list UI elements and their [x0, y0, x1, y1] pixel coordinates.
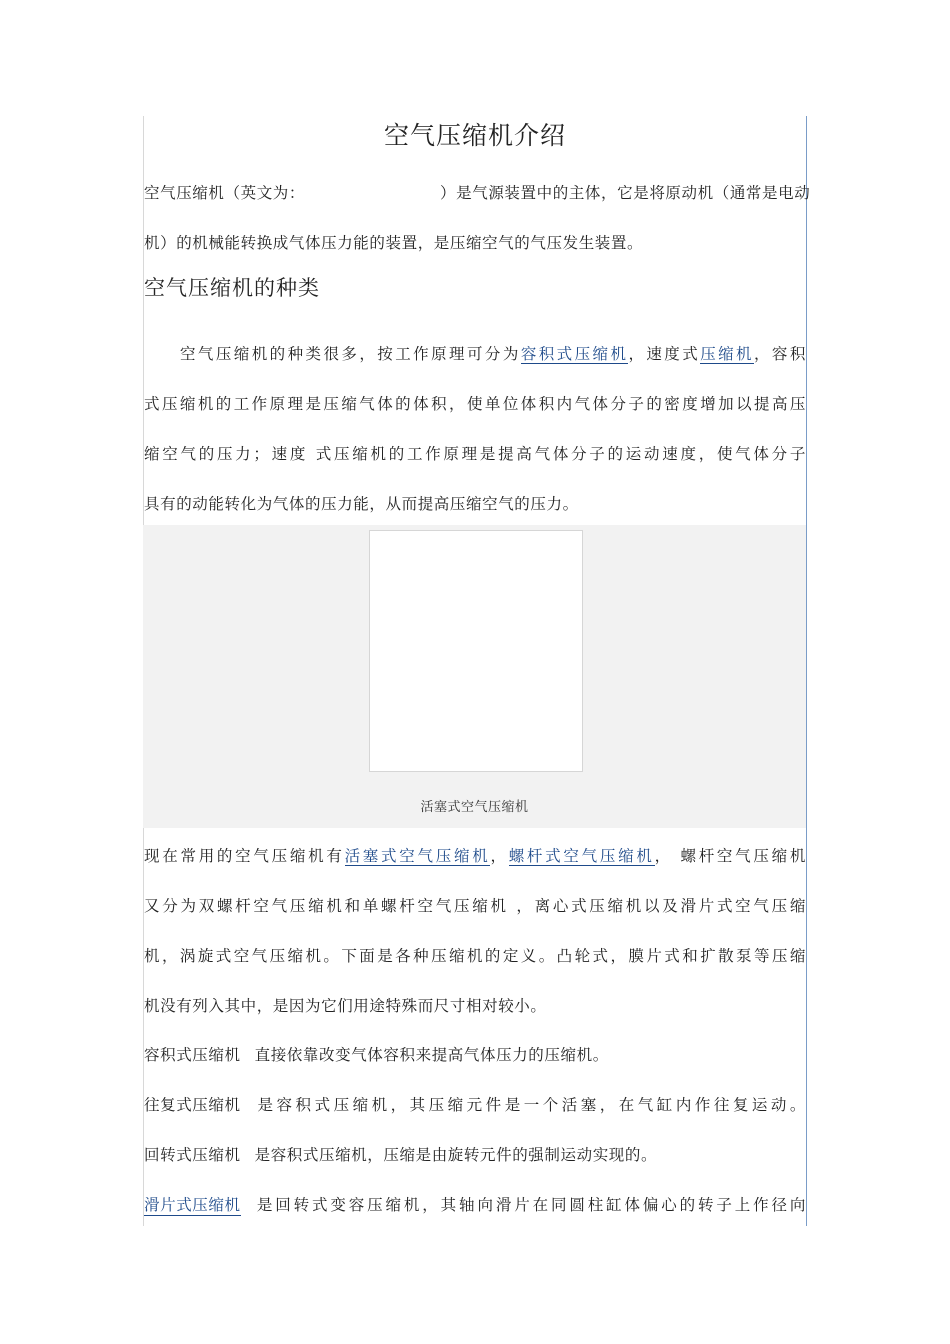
section-heading: 空气压缩机的种类	[144, 276, 320, 300]
para-text: ， 螺杆空气压缩机	[654, 847, 806, 865]
definition-term: 往复式压缩机	[144, 1096, 241, 1114]
intro-text: ）是气源装置中的主体，它是将原动机（通常是电动	[440, 184, 811, 202]
para2-line-3: 机，涡旋式空气压缩机。下面是各种压缩机的定义。凸轮式，膜片式和扩散泵等压缩	[144, 947, 806, 965]
link-piston-compressor[interactable]: 活塞式空气压缩机	[344, 847, 491, 865]
para2-line-4: 机没有列入其中，是因为它们用途特殊而尺寸相对较小。	[144, 997, 547, 1015]
para1-line-2: 式压缩机的工作原理是压缩气体的体积，使单位体积内气体分子的密度增加以提高压	[144, 395, 806, 413]
definition-term: 回转式压缩机	[144, 1146, 241, 1164]
para-text: ，速度式	[628, 345, 701, 363]
definition-text: 是回转式变容压缩机，其轴向滑片在同圆柱缸体偏心的转子上作径向	[254, 1196, 806, 1214]
definition-text: 直接依靠改变气体容积来提高气体压力的压缩机。	[254, 1046, 609, 1064]
page-right-border	[806, 116, 807, 1226]
para1-line-4: 具有的动能转化为气体的压力能，从而提高压缩空气的压力。	[144, 495, 579, 513]
para-text: 空气压缩机的种类很多，按工作原理可分为	[180, 345, 521, 363]
compressor-image-placeholder	[369, 530, 583, 772]
definition-row	[144, 1043, 806, 1065]
para-text: 现在常用的空气压缩机有	[144, 847, 345, 865]
definition-row	[144, 1093, 806, 1115]
figure-caption: 活塞式空气压缩机	[420, 800, 529, 815]
link-volumetric-compressor[interactable]: 容积式压缩机	[520, 345, 629, 363]
para-text: ，容积	[754, 345, 806, 363]
definition-row	[144, 1193, 806, 1216]
definition-text: 是容积式压缩机，其压缩元件是一个活塞，在气缸内作往复运动。	[254, 1096, 806, 1114]
definition-term: 容积式压缩机	[144, 1046, 241, 1064]
para-text: ，	[490, 847, 509, 865]
para1-line-1	[180, 342, 806, 364]
link-screw-compressor[interactable]: 螺杆式空气压缩机	[508, 847, 655, 865]
intro-line-2: 机）的机械能转换成气体压力能的装置，是压缩空气的气压发生装置。	[144, 234, 644, 252]
definition-row	[144, 1143, 806, 1165]
para2-line-2: 又分为双螺杆空气压缩机和单螺杆空气压缩机 ，离心式压缩机以及滑片式空气压缩	[144, 897, 806, 915]
para2-line-1	[144, 844, 806, 866]
link-compressor[interactable]: 压缩机	[700, 345, 754, 363]
link-vane-compressor[interactable]: 滑片式压缩机	[144, 1193, 241, 1216]
document-title: 空气压缩机介绍	[383, 121, 566, 150]
intro-line-1	[144, 181, 811, 203]
definition-text: 是容积式压缩机，压缩是由旋转元件的强制运动实现的。	[254, 1146, 658, 1164]
intro-text: 空气压缩机（英文为：	[144, 184, 306, 202]
para1-line-3: 缩空气的压力；速度 式压缩机的工作原理是提高气体分子的运动速度，使气体分子	[144, 445, 806, 463]
